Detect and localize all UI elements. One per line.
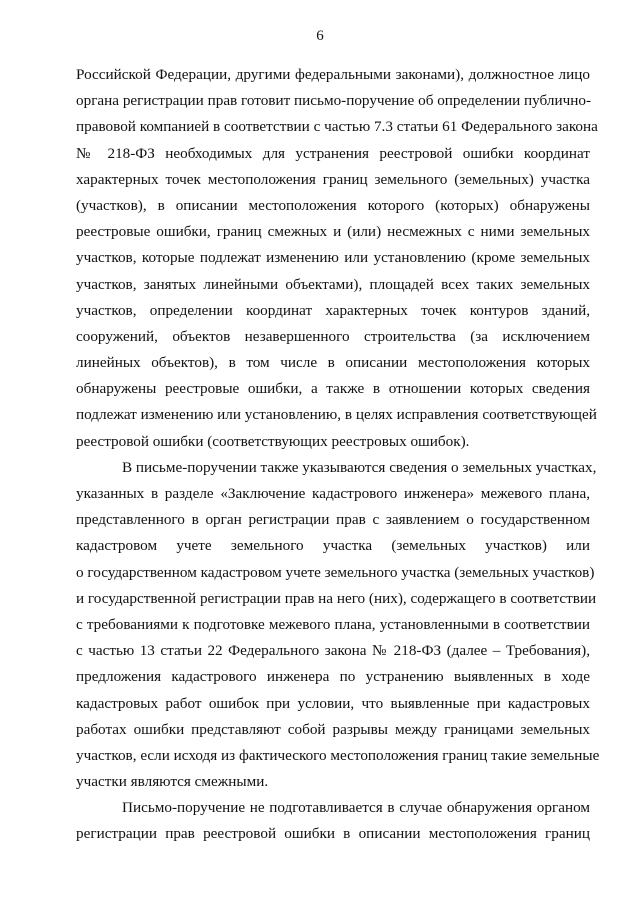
- document-body: [76, 62, 600, 848]
- text-line: с требованиями к подготовке межевого плана, установленными в соответствии: [76, 615, 590, 633]
- text-line: В письме-поручении также указываются сведения о земельных участках,: [122, 458, 597, 476]
- text-line: участки являются смежными.: [76, 773, 269, 791]
- text-line: подлежат изменению или установлению, в целях исправления соответствующей: [76, 406, 597, 424]
- text-line: реестровые ошибки, границ смежных и (или) несмежных с ними земельных: [76, 223, 590, 241]
- text-line: правовой компанией в соответствии с частью 7.3 статьи 61 Федерального закона: [76, 118, 598, 136]
- text-line: сооружений, объектов незавершенного строительства (за исключением: [76, 327, 590, 345]
- text-line: участков, если исходя из фактического местоположения границ такие земельные: [76, 746, 600, 764]
- text-line: Российской Федерации, другими федеральными законами), должностное лицо: [76, 66, 590, 83]
- text-line: кадастровом учете земельного участка (земельных участков) или: [76, 537, 590, 555]
- text-line: указанных в разделе «Заключение кадастрового инженера» межевого плана,: [76, 485, 590, 502]
- text-line: участков, определении координат характерных точек контуров зданий,: [76, 301, 590, 319]
- text-line: реестровой ошибки (соответствующих реестровых ошибок).: [76, 432, 470, 450]
- text-line: о государственном кадастровом учете земельного участка (земельных участков): [76, 563, 595, 581]
- text-line: участков, которые подлежат изменению или установлению (кроме земельных: [76, 249, 590, 267]
- text-line: № 218-ФЗ необходимых для устранения реестровой ошибки координат: [76, 144, 590, 162]
- text-line: и государственной регистрации прав на него (них), содержащего в соответствии: [76, 589, 597, 607]
- text-line: (участков), в описании местоположения которого (которых) обнаружены: [76, 196, 590, 214]
- text-line: обнаружены реестровые ошибки, а также в отношении которых сведения: [76, 380, 590, 398]
- text-line: работах ошибки представляют собой разрывы между границами земельных: [76, 720, 590, 738]
- text-line: Письмо-поручение не подготавливается в случае обнаружения органом: [122, 799, 590, 817]
- text-line: линейных объектов), в том числе в описании местоположения которых: [76, 354, 590, 372]
- text-line: характерных точек местоположения границ земельного (земельных) участка: [76, 170, 590, 188]
- page-number: 6: [316, 28, 324, 44]
- text-line: органа регистрации прав готовит письмо-поручение об определении публично-: [76, 92, 592, 110]
- text-line: кадастровых работ ошибок при условии, что выявленные при кадастровых: [76, 694, 590, 712]
- text-line: предложения кадастрового инженера по устранению выявленных в ходе: [76, 668, 590, 686]
- text-line: участков, занятых линейными объектами), площадей всех таких земельных: [76, 275, 590, 293]
- text-line: с частью 13 статьи 22 Федерального закона № 218-ФЗ (далее – Требования),: [76, 642, 590, 660]
- text-line: представленного в орган регистрации прав с заявлением о государственном: [76, 511, 590, 529]
- text-line: регистрации прав реестровой ошибки в описании местоположения границ: [76, 825, 590, 843]
